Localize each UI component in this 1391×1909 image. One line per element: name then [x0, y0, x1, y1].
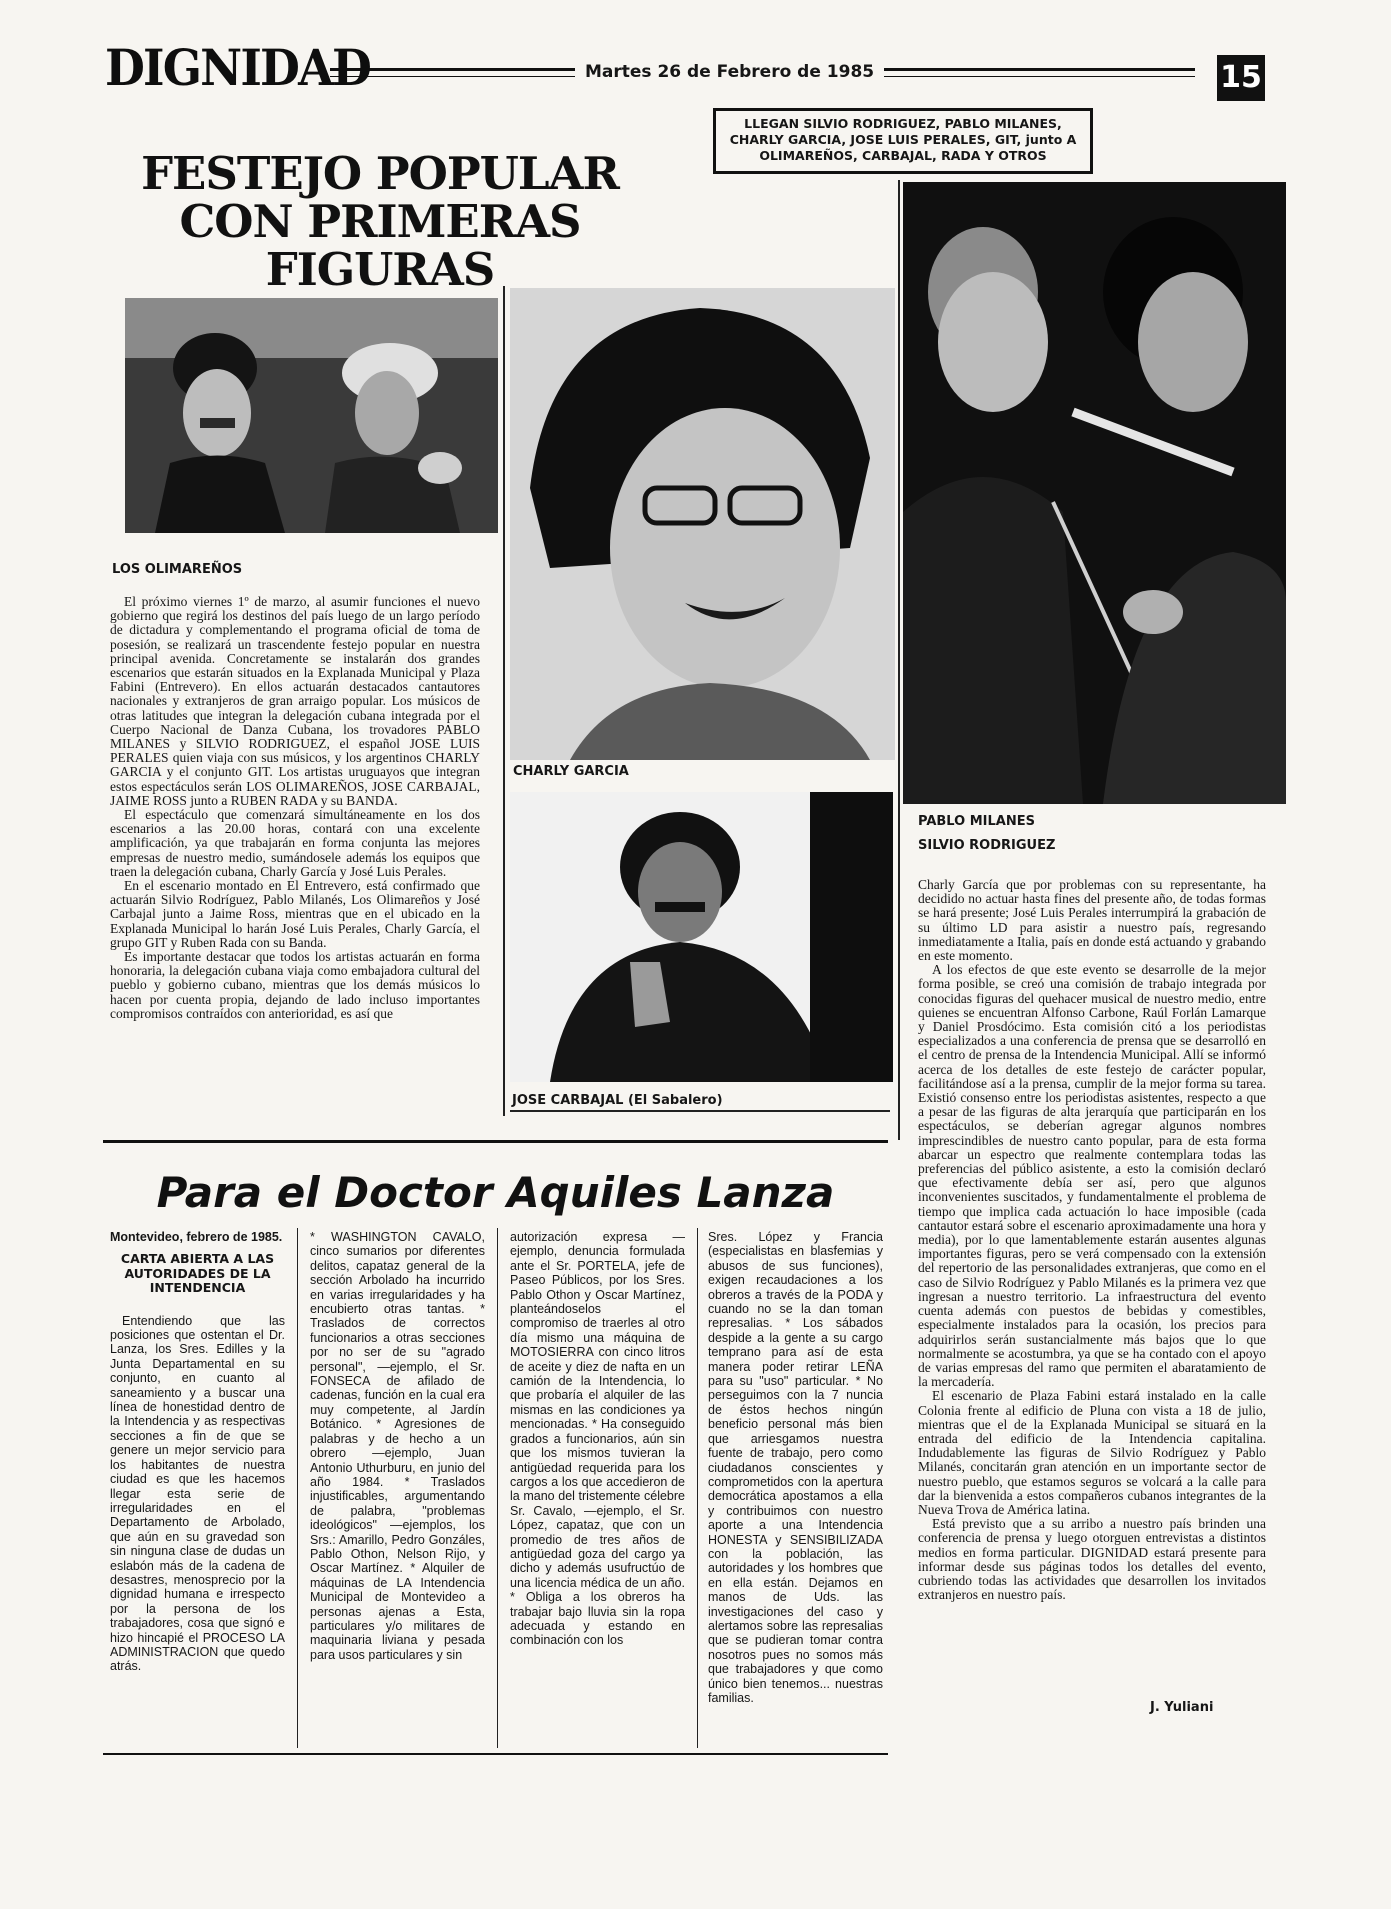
article-column-left: [110, 595, 480, 1115]
column-rule: [503, 286, 505, 1116]
article-paragraph: A los efectos de que este evento se desarrolle de la mejor forma posible, se creó una comisión de trabajo integrada por conocidas figuras del quehacer musical de nuestro medio, entre quienes se encuentran Alfonso Carbone, Raúl Forlán Lamarque y Daniel Prosdócimo. Esta comisión citó a los periodistas especializados a una conferencia de prensa que se desarrolló en el centro de prensa de la Intendencia Municipal. Allí se informó acerca de los detalles de este festejo de carácter popular, facilitándose así a la prensa, cumplir de la mejor forma su tarea. Existió consenso entre los periodistas asistentes, respecto a que a pesar de las figuras de alta jerarquía que participarán en los espectáculos, se deberían agregar algunos nombres imprescindibles de nuestro canto popular, para de esta forma abarcar un espectro que realmente contemplara todas las preferencias del público asistente, a esto la comisión declaró que efectivamente debía ser así, pero que algunos inconvenientes suscitados, y fundamentalmente el problema de tiempo que implica cada actuación lo hace imposible (cada cantautor estará sobre el escenario aproximadamente una hora y media), por lo que lamentablemente estarán ausentes algunas importantes figuras, pero se verá compensado con la extensión del repertorio de las personalidades extranjeras, que como en el caso de Silvio Rodríguez y Pablo Milanés es la primera vez que ingresan a nuestro territorio. La infraestructura del evento cuenta además con puestos de bebidas y comestibles, especialmente instalados para la ocasión, los precios para adquirirlos serán sustancialmente más bajos que lo que normalmente se acostumbra, ya que se ha contado con el apoyo de varias empresas del ramo que permiten el abaratamiento de la mercadería.: [918, 962, 1266, 1390]
caption-pablo-milanes: PABLO MILANES: [918, 814, 1035, 829]
masthead: [105, 38, 1265, 97]
kicker-box: LLEGAN SILVIO RODRIGUEZ, PABLO MILANES, CHARLY GARCIA, JOSE LUIS PERALES, GIT, junto A OLIMAREÑOS, CARBAJAL, RADA Y OTROS: [713, 108, 1093, 174]
letter-body: * WASHINGTON CAVALO, cinco sumarios por diferentes delitos, capataz general de la sección Arbolado ha incurrido en varias irregularidades y ha encubierto otras tantas. * Traslados de correctos funcionarios a otras secciones por no ser de su "agrado personal", —ejemplo, el Sr. FONSECA de afilado de cadenas, función en la cual era muy competente, al Jardín Botánico. * Agresiones de palabras y de hecho a un obrero —ejemplo, Juan Antonio Uthurburu, en junio del año 1984. * Traslados injustificables, argumentando de palabra, "problemas ideológicos" —ejemplos, los Srs.: Amarillo, Pedro Gonzáles, Pablo Othon, Nelson Rijo, y Oscar Martínez. * Alquiler de máquinas de LA Intendencia Municipal de Montevideo a personas ajenas a Esta, particulares y/o militares de maquinaria liviana y pesada para usos particulares y sin: [310, 1230, 485, 1662]
section-rule: [510, 1110, 890, 1112]
letter-column-3: [510, 1230, 685, 1648]
photo-charly-garcia: [510, 288, 895, 760]
article-paragraph: Es importante destacar que todos los artistas actuarán en forma honoraria, la delegación cubana viaja como embajadora cultural del pueblo y gobierno cubano, mientras que los demás músicos lo hacen por cuenta propia, dejando de lado incluso importantes compromisos contraídos con anterioridad, es así que: [110, 949, 480, 1021]
letter-dateline: Montevideo, febrero de 1985.: [110, 1230, 283, 1244]
article-paragraph: Charly García que por problemas con su representante, ha decidido no actuar hasta fines del presente año, de todas formas se hará presente; José Luis Perales interrumpirá la grabación de su último LD para asistir a nuestro país, regresando inmediatamente a Italia, país en donde está actuando y grabando en este momento.: [918, 878, 1266, 964]
letter-body: Sres. López y Francia (especialistas en blasfemias y abusos de sus funciones), exigen recaudaciones a los obreros a través de la PODA y cuando no se la dan toman represalias. * Los sábados despide a la gente a su cargo temprano para así de esta manera poder retirar LEÑA para su "uso" particular. * No perseguimos con la 7 nuncia de éstos hechos ningún beneficio personal más bien que arriesgamos nuestra fuente de trabajo, pero como ciudadanos conscientes y comprometidos con la apertura democrática apostamos a ella y contribuimos con nuestro aporte a una Intendencia HONESTA y SENSIBILIZADA con la población, las autoridades y los hombres que en ella están. Dejamos en manos de Uds. las investigaciones del caso y alertamos sobre las represalias que se pudieran tomar contra nosotros pues no somos más que trabajadores y que como único bien tenemos... nuestras familias.: [708, 1230, 883, 1705]
article-paragraph: El espectáculo que comenzará simultáneamente en los dos escenarios a las 20.00 horas, contará con una excelente amplificación, ya que trabajarán en forma conjunta las mejores empresas de nuestro medio, sumándosele además los equipos que traen la delegación cubana, Charly García y José Luis Perales.: [110, 807, 480, 879]
photo-jose-carbajal: [510, 792, 893, 1082]
photo-olimarenos: [125, 298, 498, 533]
issue-date: Martes 26 de Febrero de 1985: [575, 62, 884, 82]
article-headline: FESTEJO POPULAR CON PRIMERAS FIGURAS: [141, 147, 619, 296]
caption-olimarenos: LOS OLIMAREÑOS: [112, 562, 243, 577]
column-rule: [898, 180, 900, 1140]
photo-pablo-silvio: [903, 182, 1286, 804]
caption-jose-carbajal: JOSE CARBAJAL (El Sabalero): [512, 1093, 723, 1108]
article-paragraph: El próximo viernes 1º de marzo, al asumir funciones el nuevo gobierno que regirá los destinos del país luego de un largo período de dictadura y complementando el programa oficial de toma de posesión, se realizará un trascendente festejo popular en nuestra principal avenida. Concretamente se instalarán dos grandes escenarios que estarán situados en la Explanada Municipal y Plaza Fabini (Entrevero). En ellos actuarán destacados cantautores nacionales y extranjeros de gran arraigo popular. Los músicos de otras latitudes que integran la delegación cubana integrada por el Cuerpo Nacional de Danza Cubana, los trovadores PABLO MILANES y SILVIO RODRIGUEZ, el español JOSE LUIS PERALES quien viaja con sus músicos, y los argentinos CHARLY GARCIA y el conjunto GIT. Los artistas uruguayos que integran estos espectáculos serán LOS OLIMAREÑOS, JOSE CARBAJAL, JAIME ROSS junto a RUBEN RADA y su BANDA.: [110, 595, 480, 808]
article-paragraph: El escenario de Plaza Fabini estará instalado en la calle Colonia frente al edificio de Pluna con vista a 18 de julio, mientras que el de la Explanada Municipal se situará en la entrada del edificio de la Intendencia capitalina. Indudablemente las figuras de Silvio Rodríguez y Pablo Milanés, concitarán gran atención en un importante sector de nuestro pueblo, que estamos seguros se volcará a la calle para dar la bienvenida a estos compañeros cubanos integrantes de la Nueva Trova de América latina.: [918, 1388, 1266, 1517]
letter-column-2: [310, 1230, 485, 1662]
column-rule: [297, 1228, 298, 1748]
caption-charly-garcia: CHARLY GARCIA: [513, 764, 629, 779]
letter-body: Entendiendo que las posiciones que ostentan el Dr. Lanza, los Sres. Edilles y la Junta Departamental en su conjunto, en cuanto al saneamiento y a buscar una línea de honestidad dentro de la Intendencia y as respectivas secciones a fin de que se genere un mejor servicio para los habitantes de nuestra ciudad es que les hacemos llegar esta serie de irregularidades en el Departamento de Arbolado, que aún en su gravedad son sin ninguna clase de dudas un eslabón más de la cadena de desastres, menosprecio por la dignidad humana e irrespecto por la persona de los trabajadores, cosa que signó e hizo hincapié el PROCESO LA ADMINISTRACION que quedo atrás.: [110, 1313, 285, 1674]
article-column-right: [918, 878, 1266, 1708]
letter-heading: CARTA ABIERTA A LAS AUTORIDADES DE LA INTENDENCIA: [120, 1251, 275, 1296]
letter-column-1: [110, 1230, 285, 1674]
author-signature: J. Yuliani: [1150, 1700, 1214, 1715]
newspaper-logo: DIGNIDAD: [105, 38, 371, 97]
letter-body: autorización expresa —ejemplo, denuncia formulada ante el Sr. PORTELA, jefe de Paseo Públicos, por los Sres. Pablo Othon y Oscar Martínez, planteándoselos el compromiso de traerles al otro día mismo una máquina de MOTOSIERRA con cinco litros de aceite y diez de nafta en un camión de la Intendencia, lo que probaría el alquiler de las mismas en las condiciones ya mencionadas. * Ha conseguido grados a funcionarios, aún sin que los mismos tuvieran la antigüedad requerida para los cargos a los que accedieron de la mano del tristemente célebre Sr. Cavalo, —ejemplo, el Sr. López, capataz, que con un promedio de tres años de antigüedad goza del cargo ya dicho y además usufructúo de una licencia médica de un año. * Obliga a los obreros ha trabajar bajo lluvia sin la ropa adecuada y estando en combinación con los: [510, 1230, 685, 1648]
column-rule: [497, 1228, 498, 1748]
article-paragraph: En el escenario montado en El Entrevero, está confirmado que actuarán Silvio Rodríguez, Pablo Milanés, Los Olimareños y José Carbajal junto a Jaime Ross, mientras que en el ubicado en la Explanada Municipal lo harán José Luis Perales, Charly García, el grupo GIT y Ruben Rada con su Banda.: [110, 878, 480, 950]
page-number: 15: [1217, 55, 1265, 101]
caption-silvio-rodriguez: SILVIO RODRIGUEZ: [918, 838, 1056, 853]
letter-title: Para el Doctor Aquiles Lanza: [156, 1168, 835, 1217]
article-paragraph: Está previsto que a su arribo a nuestro país brinden una conferencia de prensa y luego otorguen entrevistas a distintos medios en forma particular. DIGNIDAD estará presente para informar desde sus páginas todos los detalles del evento, cubriendo todas las actividades que desarrollen los invitados extranjeros en nuestro país.: [918, 1516, 1266, 1603]
column-rule: [697, 1228, 698, 1748]
letter-column-4: [708, 1230, 883, 1705]
